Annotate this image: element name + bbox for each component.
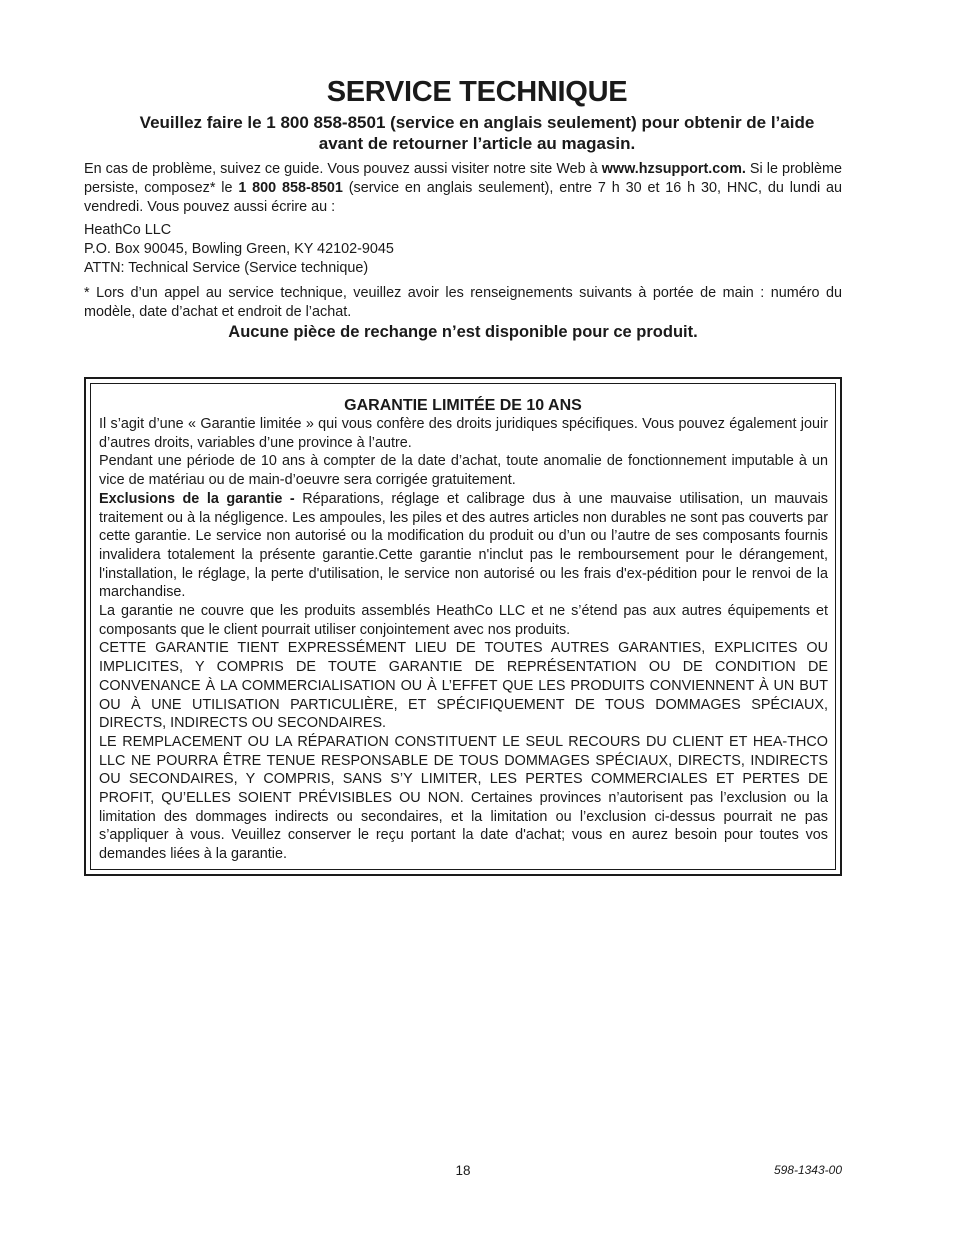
warranty-box-inner [90,383,836,870]
intro-text-1: En cas de problème, suivez ce guide. Vous pouvez aussi visiter notre site Web à [84,161,602,177]
warranty-para-6-caps: LE REMPLACEMENT OU LA RÉPARATION CONSTITUENT LE SEUL RECOURS DU CLIENT ET HEA-THCO LLC NE POURRA ÊTRE TENUE RESPONSABLE DE TOUS DOMMAGES SPÉCIAUX, DIRECTS, INDIRECTS OU SECONDAIRES, Y COMPRIS, SANS S’Y LIMITER, LES PERTES COMMERCIALES ET PERTES DE PROFIT, QU’ELLES SOIENT PRÉVISIBLES OU NON. [99,733,828,807]
warranty-para-6 [99,733,828,864]
no-parts-notice: Aucune pièce de rechange n’est disponible pour ce produit. [228,323,698,341]
exclusions-label: Exclusions de la garantie - [99,490,295,507]
subtitle-line-1: Veuillez faire le 1 800 858-8501 (service en anglais seulement) pour obtenir de l’aide [139,113,815,132]
website-link[interactable]: www.hzsupport.com. [601,161,746,177]
warranty-para-2: Pendant une période de 10 ans à compter de la date d’achat, toute anomalie de fonctionnement imputable à un vice de matériau ou de main-d’oeuvre sera corrigée gratuitement. [99,453,828,489]
warranty-body [99,415,828,864]
page-number: 18 [455,1163,471,1178]
phone-number: 1 800 858-8501 [238,180,343,196]
page-title: SERVICE TECHNIQUE [326,76,628,108]
mailing-address [84,221,842,278]
intro-text-3: (service en anglais seulement), entre 7 h 30 et 16 h 30, HNC, du lundi au vendredi. Vous pouvez aussi écrire au : [84,180,842,215]
address-attn: ATTN: Technical Service (Service technique) [84,260,369,276]
warranty-para-exclusions [99,490,828,602]
document-code: 598-1343-00 [773,1163,842,1177]
footnote: * Lors d’un appel au service technique, veuillez avoir les renseignements suivants à portée de main : numéro du modèle, date d’achat et endroit de l’achat. [84,285,842,320]
warranty-para-5: CETTE GARANTIE TIENT EXPRESSÉMENT LIEU DE TOUTES AUTRES GARANTIES, EXPLICITES OU IMPLICITES, Y COMPRIS DE TOUTE GARANTIE DE REPRÉSENTATION OU DE CONDITION DE CONVENANCE À LA COMMERCIALISATION OU À L’EFFET QUE LES PRODUITS CONVIENNENT À UN BUT OU À UNE UTILISATION PARTICULIÈRE, ET SPÉCIFIQUEMENT DE TOUS DOMMAGES SPÉCIAUX, DIRECTS, INDIRECTS OU SECONDAIRES. [99,640,828,732]
subtitle-line-2: avant de retourner l’article au magasin. [318,134,636,153]
address-po-box: P.O. Box 90045, Bowling Green, KY 42102-9045 [84,241,394,257]
address-company: HeathCo LLC [84,222,172,238]
warranty-para-6-rest: Certaines provinces n’autorisent pas l’exclusion ou la limitation des dommages indirects ou secondaires, et la limitation ou l’exclusion ci-dessus pourrait ne pas s’appliquer à vous. Veuillez conserver le reçu portant la date d'achat; vous en aurez besoin pour toutes vos demandes liées à la garantie. [99,790,828,863]
exclusions-text: Réparations, réglage et calibrage dus à une mauvaise utilisation, un mauvais traitement ou à la négligence. Les ampoules, les piles et des autres articles non durables ne sont pas couverts par cette garantie. Le service non autorisé ou la modification du produit ou d’un ou l’autre de ses composants fournis invalidera totalement la présente garantie.Cette garantie n'inclut pas le remboursement pour le dérangement, l'installation, le réglage, la perte d'utilisation, le service non autorisé ou les frais d'ex-pédition pour le renvoi de la marchandise. [99,490,828,601]
warranty-para-1: Il s’agit d’une « Garantie limitée » qui vous confère des droits juridiques spécifiques. Vous pouvez également jouir d’autres droits, variables d’une province à l’autre. [99,416,828,451]
intro-text-2: Si le problème persiste, composez* le [84,161,842,196]
warranty-title: GARANTIE LIMITÉE DE 10 ANS [344,397,582,414]
warranty-box [84,377,842,876]
page-subtitle [60,112,894,154]
warranty-para-4: La garantie ne couvre que les produits assemblés HeathCo LLC et ne s’étend pas aux autres équipements et composants que le client pourrait utiliser conjointement avec nos produits. [99,603,828,638]
intro-paragraph [84,160,842,217]
